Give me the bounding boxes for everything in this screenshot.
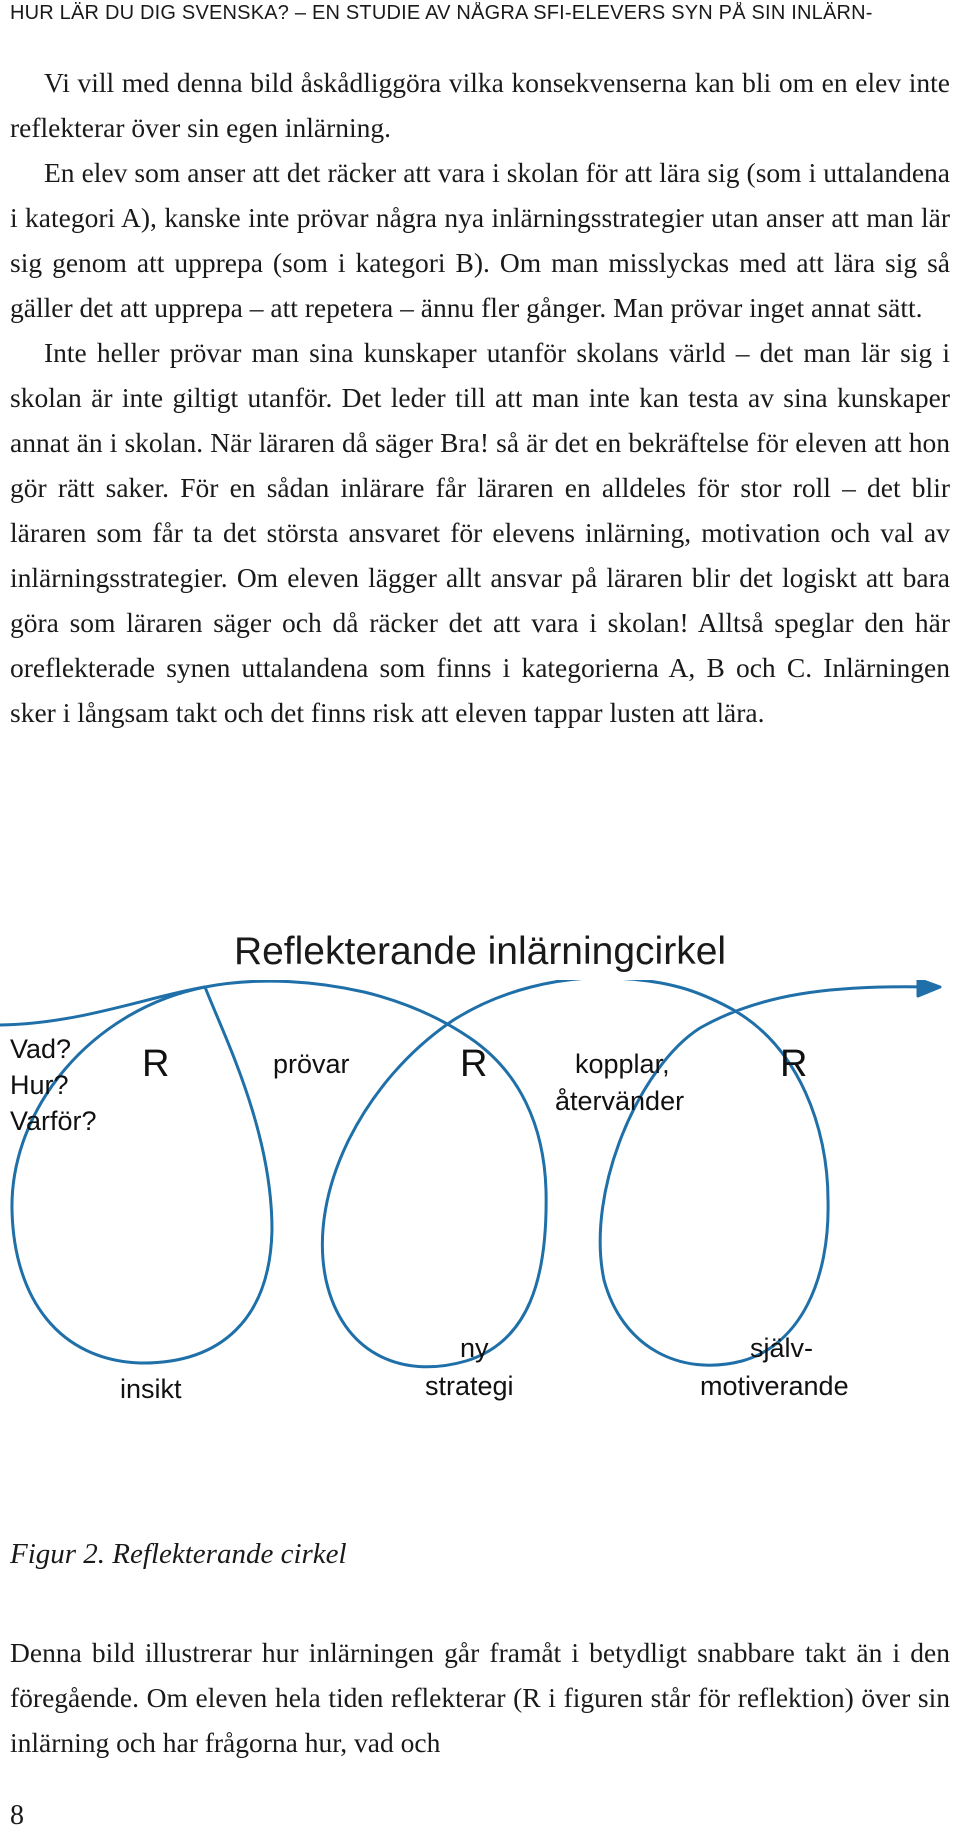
question-varfor: Varför? bbox=[10, 1106, 97, 1136]
body-text-top bbox=[10, 60, 950, 735]
figure-caption: Figur 2. Reflekterande cirkel bbox=[10, 1538, 347, 1570]
r-marker-1: R bbox=[142, 1043, 170, 1085]
page-number: 8 bbox=[10, 1800, 24, 1831]
paragraph: Denna bild illustrerar hur inlärningen går framåt i betydligt snabbare takt än i den föregående. Om eleven hela tiden reflekterar (R i figuren står för reflektion) över sin inlärning och har frågorna hur, vad och bbox=[10, 1637, 950, 1758]
label-ny-line2: strategi bbox=[425, 1371, 514, 1401]
label-kopplar-line2: återvänder bbox=[555, 1086, 685, 1116]
label-provar: prövar bbox=[273, 1049, 350, 1079]
running-head: HUR LÄR DU DIG SVENSKA? – EN STUDIE AV NÅGRA SFI-ELEVERS SYN PÅ SIN INLÄRN- bbox=[10, 2, 873, 24]
label-sjalv-line2: motiverande bbox=[700, 1371, 849, 1401]
paragraph: Vi vill med denna bild åskådliggöra vilka konsekvenserna kan bli om en elev inte reflekterar över sin egen inlärning. bbox=[10, 67, 950, 143]
label-kopplar-line1: kopplar, bbox=[575, 1049, 670, 1079]
label-ny-line1: ny bbox=[460, 1333, 489, 1363]
body-text-bottom bbox=[10, 1630, 950, 1765]
paragraph: Inte heller prövar man sina kunskaper utanför skolans värld – det man lär sig i skolan är inte giltigt utanför. Det leder till att man inte kan testa av sina kunskaper annat än i skolan. När läraren då säger Bra! så är det en bekräftelse för eleven att hon gör rätt saker. För en sådan inlärare får läraren en alldeles för stor roll – det blir läraren som får ta det största ansvaret för elevens inlärning, motivation och val av inlärningsstrategier. Om eleven lägger allt ansvar på läraren blir det logiskt att bara göra som läraren säger och då räcker det att vara i skolan! Alltså speglar den här oreflekterade synen uttalandena som finns i kategorierna A, B och C. Inlärningen sker i långsam takt och det finns risk att eleven tappar lusten att lära. bbox=[10, 337, 950, 728]
r-marker-2: R bbox=[460, 1043, 488, 1085]
question-hur: Hur? bbox=[10, 1070, 69, 1100]
reflection-loop-diagram bbox=[0, 980, 960, 1520]
r-marker-3: R bbox=[780, 1043, 808, 1085]
paragraph: En elev som anser att det räcker att vara i skolan för att lära sig (som i uttalandena i kategori A), kanske inte prövar några nya inlärningsstrategier utan anser att man lär sig genom att upprepa (som i kategori B). Om man misslyckas med att lära sig så gäller det att upprepa – att repetera – ännu fler gånger. Man prövar inget annat sätt. bbox=[10, 157, 950, 323]
question-vad: Vad? bbox=[10, 1034, 72, 1064]
label-sjalv-line1: själv- bbox=[750, 1333, 814, 1363]
figure-title: Reflekterande inlärningcirkel bbox=[233, 930, 727, 973]
label-insikt: insikt bbox=[120, 1374, 182, 1404]
loop-curve bbox=[0, 980, 940, 1367]
